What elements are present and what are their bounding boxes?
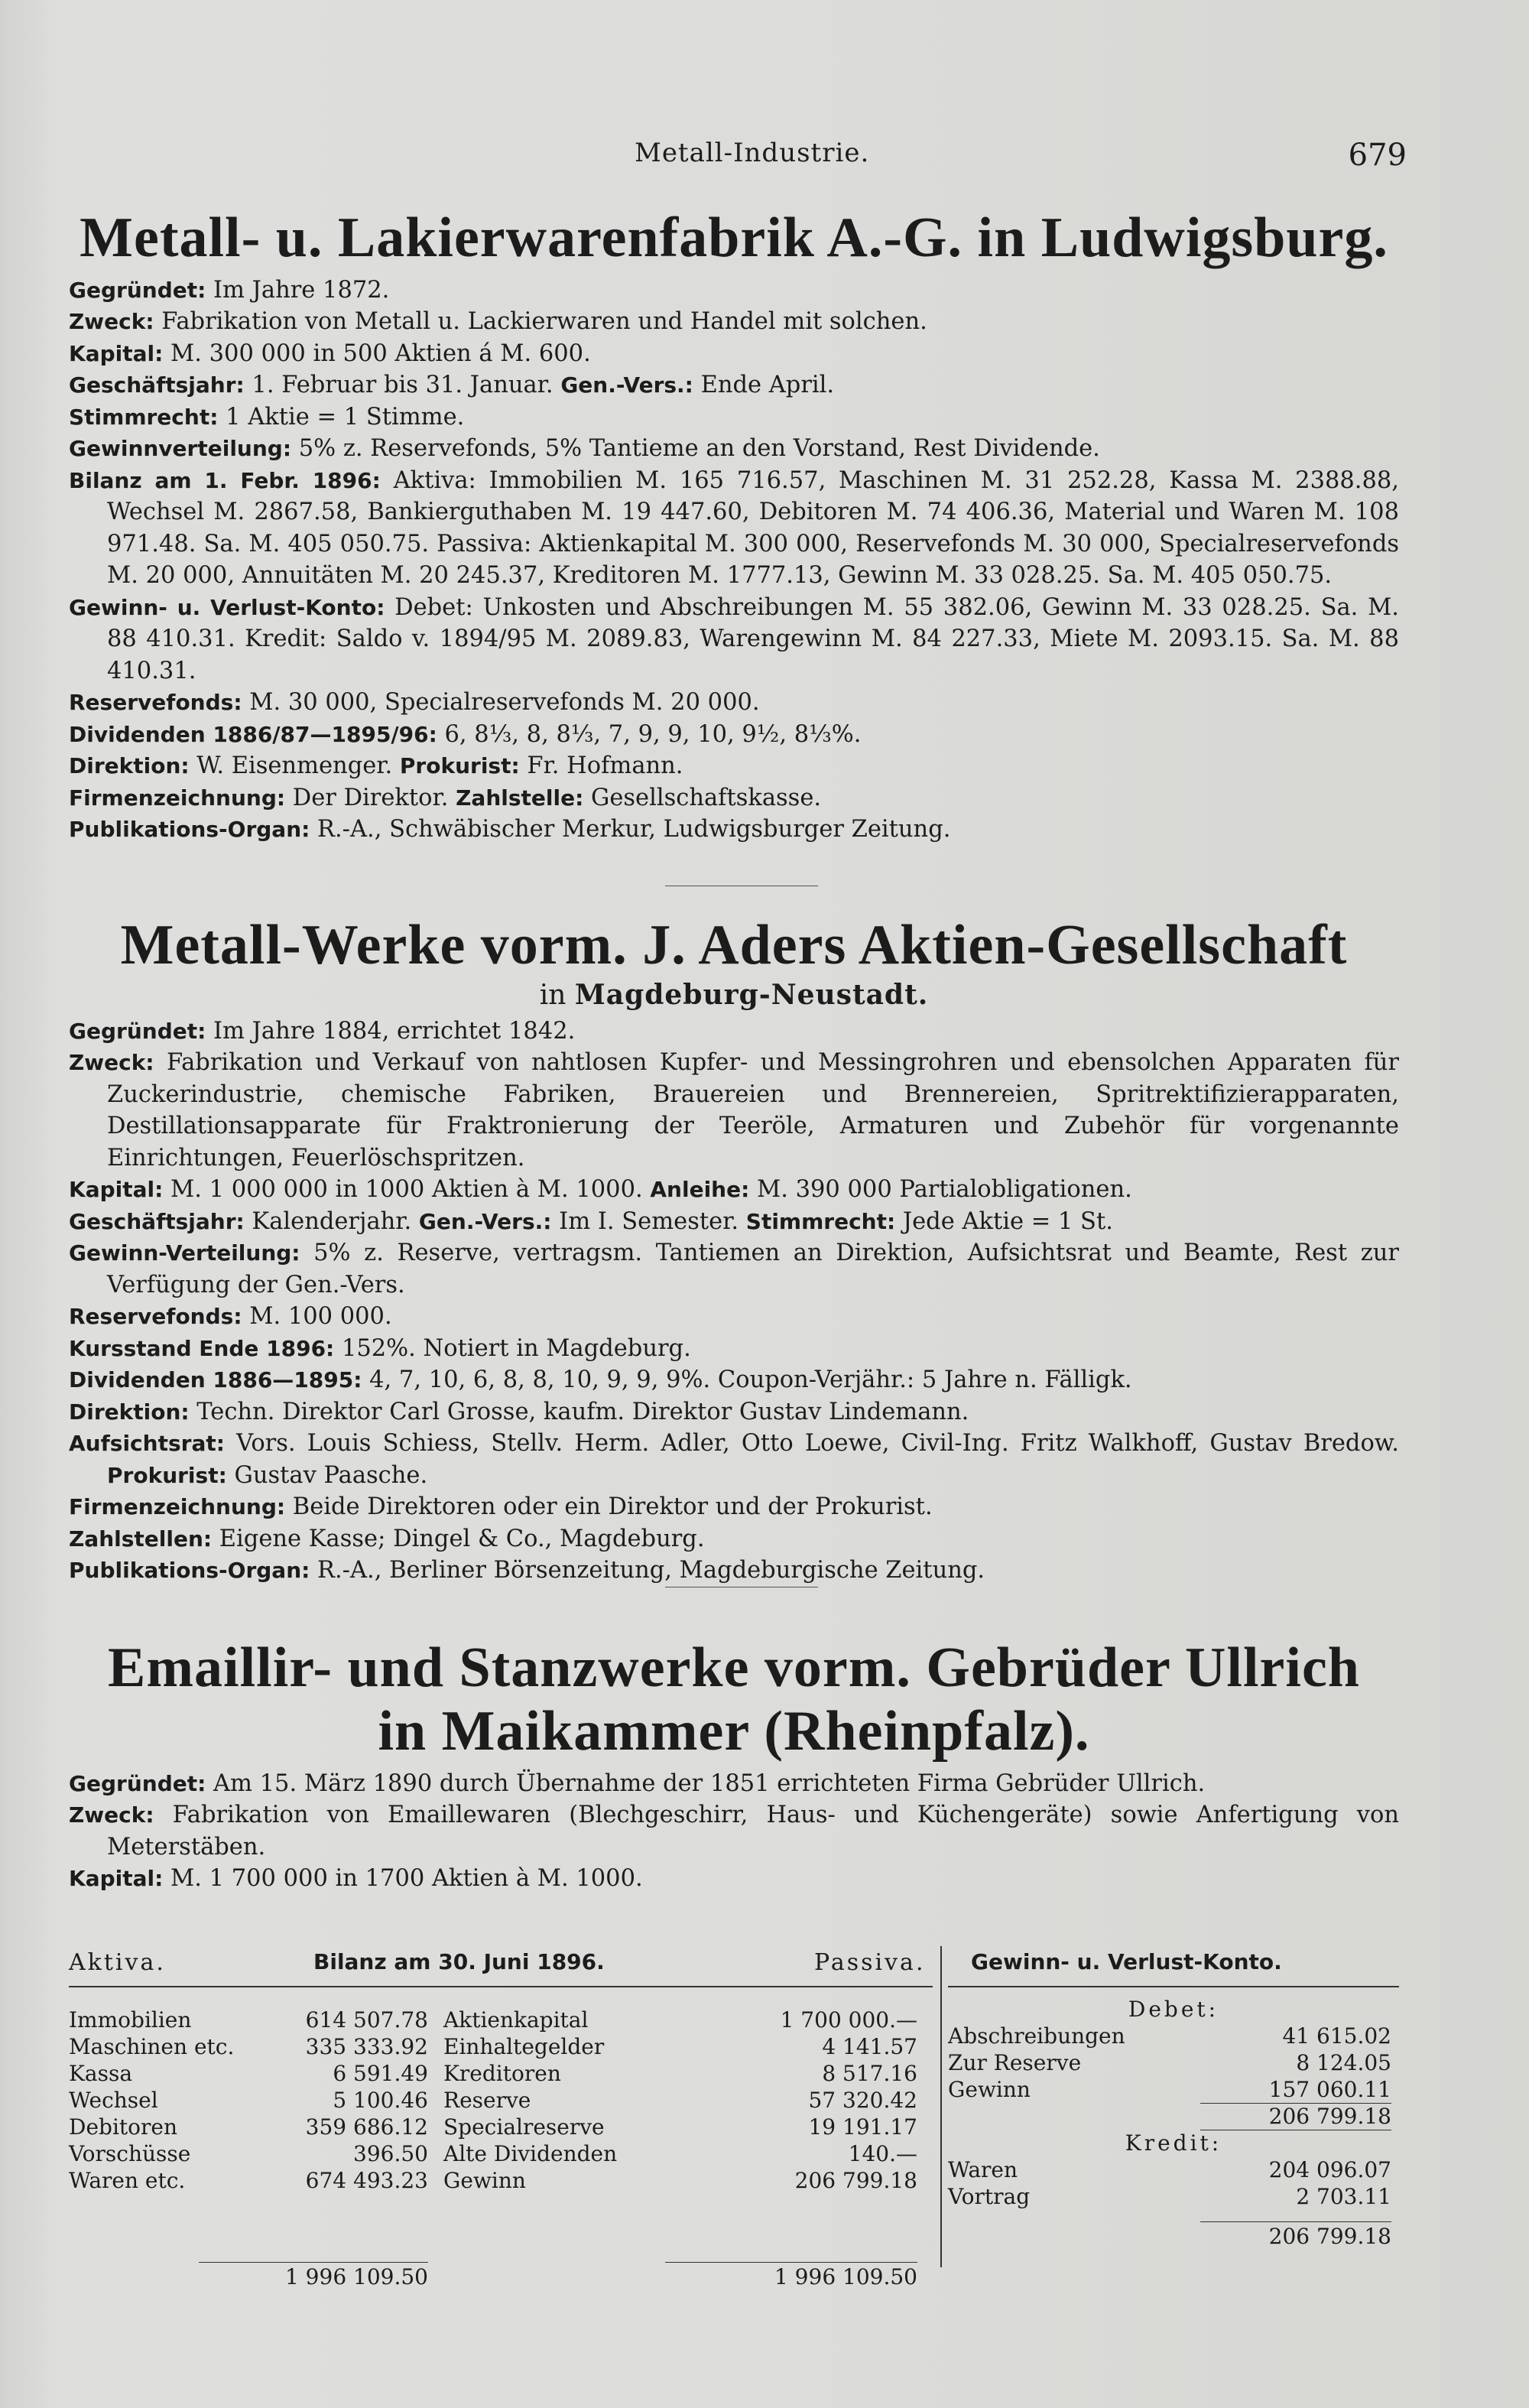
table-row: Wechsel 5 100.46 Reserve 57 320.42	[69, 2088, 917, 2113]
entry-gegruendet: Gegründet: Im Jahre 1872.	[69, 276, 390, 304]
table-row: Maschinen etc. 335 333.92 Einhaltegelder 4 141.57	[69, 2034, 917, 2059]
entry-firmenzeichnung: Firmenzeichnung: Beide Direktoren oder ein Direktor und der Prokurist.	[69, 1493, 933, 1521]
entry-gewinn-verteilung: Gewinn-Verteilung: 5% z. Reserve, vertragsm. Tantiemen an Direktion, Aufsichtsrat und Beamte, Rest zur Verfügung der Gen.-Vers.	[69, 1240, 1399, 1298]
entry-aufsichtsrat: Aufsichtsrat: Vors. Louis Schiess, Stellv. Herm. Adler, Otto Loewe, Civil-Ing. Fritz Walkhoff, Gustav Bredow. Prokurist: Gustav Paasche.	[69, 1430, 1399, 1489]
company-section-3	[69, 1636, 1399, 1895]
bilanz-header	[69, 1946, 933, 1984]
entry-direktion: Direktion: W. Eisenmenger. Prokurist: Fr. Hofmann.	[69, 752, 683, 780]
entry-kapital: Kapital: M. 1 700 000 in 1700 Aktien à M. 1000.	[69, 1865, 643, 1893]
table-row: Abschreibungen 41 615.02	[948, 2023, 1391, 2049]
table-row: Waren etc. 674 493.23 Gewinn 206 799.18	[69, 2168, 917, 2193]
company-entries	[69, 1768, 1399, 1895]
debet-total-row	[948, 2104, 1399, 2130]
entry-geschaeftsjahr: Geschäftsjahr: Kalenderjahr. Gen.-Vers.: Im I. Semester. Stimmrecht: Jede Aktie = 1 St.	[69, 1207, 1113, 1235]
total-passiva: 1 996 109.50	[665, 2262, 917, 2289]
entry-dividenden: Dividenden 1886—1895: 4, 7, 10, 6, 8, 8, 10, 9, 9, 9%. Coupon-Verjähr.: 5 Jahre n. Fälligk.	[69, 1366, 1132, 1394]
debet-label: Debet:	[1128, 1997, 1219, 2022]
gv-header	[948, 1946, 1399, 1984]
entry-zweck: Zweck: Fabrikation von Metall u. Lackierwaren und Handel mit solchen.	[69, 308, 927, 336]
entry-kursstand: Kursstand Ende 1896: 152%. Notiert in Magdeburg.	[69, 1334, 691, 1362]
debet-label-row	[948, 1997, 1399, 2023]
entry-zweck: Zweck: Fabrikation und Verkauf von nahtlosen Kupfer- und Messingrohren und ebensolchen Apparaten für Zuckerindustrie, chemische Fabriken, Brauereien und Brennereien, Spritrektifizierapparaten, Destillationsapparate für Fraktronierung der Teeröle, Armaturen und Zubehör für vorgenannte Einrichtungen, Feuerlöschspritzen.	[69, 1049, 1399, 1172]
company-entries	[69, 275, 1399, 846]
table-row: Vorschüsse 396.50 Alte Dividenden 140.—	[69, 2141, 917, 2166]
entry-zahlstellen: Zahlstellen: Eigene Kasse; Dingel & Co., Magdeburg.	[69, 1525, 705, 1552]
running-head-title: Metall-Industrie.	[635, 138, 870, 168]
kredit-totals	[948, 2217, 1399, 2247]
table-row: Waren 204 096.07	[948, 2157, 1391, 2182]
entry-gewinnverteilung: Gewinnverteilung: 5% z. Reservefonds, 5% Tantieme an den Vorstand, Rest Dividende.	[69, 435, 1100, 463]
kredit-label: Kredit:	[1125, 2130, 1222, 2156]
column-divider	[940, 1946, 942, 2267]
entry-geschaeftsjahr: Geschäftsjahr: 1. Februar bis 31. Januar. Gen.-Vers.: Ende April.	[69, 372, 835, 399]
kredit-total: 206 799.18	[1200, 2221, 1391, 2249]
entry-publikations-organ: Publikations-Organ: R.-A., Schwäbischer Merkur, Ludwigsburger Zeitung.	[69, 816, 951, 843]
company-title-line-2: in Maikammer (Rheinpfalz).	[378, 1699, 1090, 1763]
entry-bilanz: Bilanz am 1. Febr. 1896: Aktiva: Immobilien M. 165 716.57, Maschinen M. 31 252.28, Kassa M. 2388.88, Wechsel M. 2867.58, Bankierguthaben M. 19 447.60, Debitoren M. 74 406.36, Material und Waren M. 108 971.48. Sa. M. 405 050.75. Passiva: Aktienkapital M. 300 000, Reservefonds M. 30 000, Specialreservefonds M. 20 000, Annuitäten M. 20 245.37, Kreditoren M. 1777.13, Gewinn M. 33 028.25. Sa. M. 405 050.75.	[69, 466, 1400, 590]
entry-direktion: Direktion: Techn. Direktor Carl Grosse, kaufm. Direktor Gustav Lindemann.	[69, 1398, 969, 1425]
entry-zweck: Zweck: Fabrikation von Emaillewaren (Blechgeschirr, Haus- und Küchengeräte) sowie Anfertigung von Meterstäben.	[69, 1802, 1399, 1860]
table-row: Debitoren 359 686.12 Specialreserve 19 191.17	[69, 2114, 917, 2140]
company-title-line-1: Emaillir- und Stanzwerke vorm. Gebrüder Ullrich	[108, 1636, 1360, 1699]
financial-tables	[69, 1946, 1399, 2289]
table-row: Vortrag 2 703.11	[948, 2184, 1391, 2209]
table-row: Gewinn 157 060.11	[948, 2077, 1391, 2102]
page-number: 679	[1348, 138, 1407, 173]
running-head	[69, 138, 1407, 176]
passiva-label: Passiva.	[814, 1949, 926, 1976]
company-section-2	[69, 914, 1399, 1587]
company-subtitle: in Magdeburg-Neustadt.	[539, 978, 929, 1011]
company-entries	[69, 1016, 1399, 1587]
company-section-1	[69, 206, 1399, 846]
table-row: Kassa 6 591.49 Kreditoren 8 517.16	[69, 2061, 917, 2086]
entry-publikations-organ: Publikations-Organ: R.-A., Berliner Börsenzeitung, Magdeburgische Zeitung.	[69, 1557, 985, 1584]
bilanz-table	[69, 1946, 933, 2288]
entry-stimmrecht: Stimmrecht: 1 Aktie = 1 Stimme.	[69, 403, 465, 431]
gewinn-verlust-table	[948, 1946, 1399, 2247]
bilanz-totals	[69, 2257, 933, 2288]
aktiva-label: Aktiva.	[69, 1949, 166, 1976]
total-aktiva: 1 996 109.50	[199, 2262, 428, 2289]
entry-gewinn-verlust: Gewinn- u. Verlust-Konto: Debet: Unkosten und Abschreibungen M. 55 382.06, Gewinn M. 33 028.25. Sa. M. 88 410.31. Kredit: Saldo v. 1894/95 M. 2089.83, Warengewinn M. 84 227.33, Miete M. 2093.15. Sa. M. 88 410.31.	[69, 593, 1400, 684]
entry-dividenden: Dividenden 1886/87—1895/96: 6, 8⅓, 8, 8⅓, 7, 9, 9, 10, 9½, 8⅓%.	[69, 720, 862, 748]
entry-kapital: Kapital: M. 1 000 000 in 1000 Aktien à M. 1000. Anleihe: M. 390 000 Partialobligationen.	[69, 1176, 1132, 1204]
entry-gegruendet: Gegründet: Im Jahre 1884, errichtet 1842.	[69, 1017, 576, 1045]
entry-firmenzeichnung: Firmenzeichnung: Der Direktor. Zahlstelle: Gesellschaftskasse.	[69, 784, 822, 811]
debet-total: 206 799.18	[1200, 2104, 1391, 2130]
entry-reservefonds: Reservefonds: M. 100 000.	[69, 1303, 392, 1331]
company-title: Metall- u. Lakierwarenfabrik A.-G. in Ludwigsburg.	[80, 206, 1388, 269]
table-row: Zur Reserve 8 124.05	[948, 2050, 1391, 2075]
entry-reservefonds: Reservefonds: M. 30 000, Specialreservefonds M. 20 000.	[69, 689, 760, 717]
bilanz-title: Bilanz am 30. Juni 1896.	[313, 1949, 605, 1974]
table-row: Immobilien 614 507.78 Aktienkapital 1 700 000.—	[69, 2007, 917, 2033]
kredit-label-row	[948, 2130, 1399, 2157]
entry-kapital: Kapital: M. 300 000 in 500 Aktien á M. 600.	[69, 340, 591, 367]
gv-title: Gewinn- u. Verlust-Konto.	[971, 1949, 1282, 1974]
entry-gegruendet: Gegründet: Am 15. März 1890 durch Übernahme der 1851 errichteten Firma Gebrüder Ullrich.	[69, 1769, 1206, 1797]
company-title: Metall-Werke vorm. J. Aders Aktien-Gesellschaft	[120, 914, 1348, 977]
